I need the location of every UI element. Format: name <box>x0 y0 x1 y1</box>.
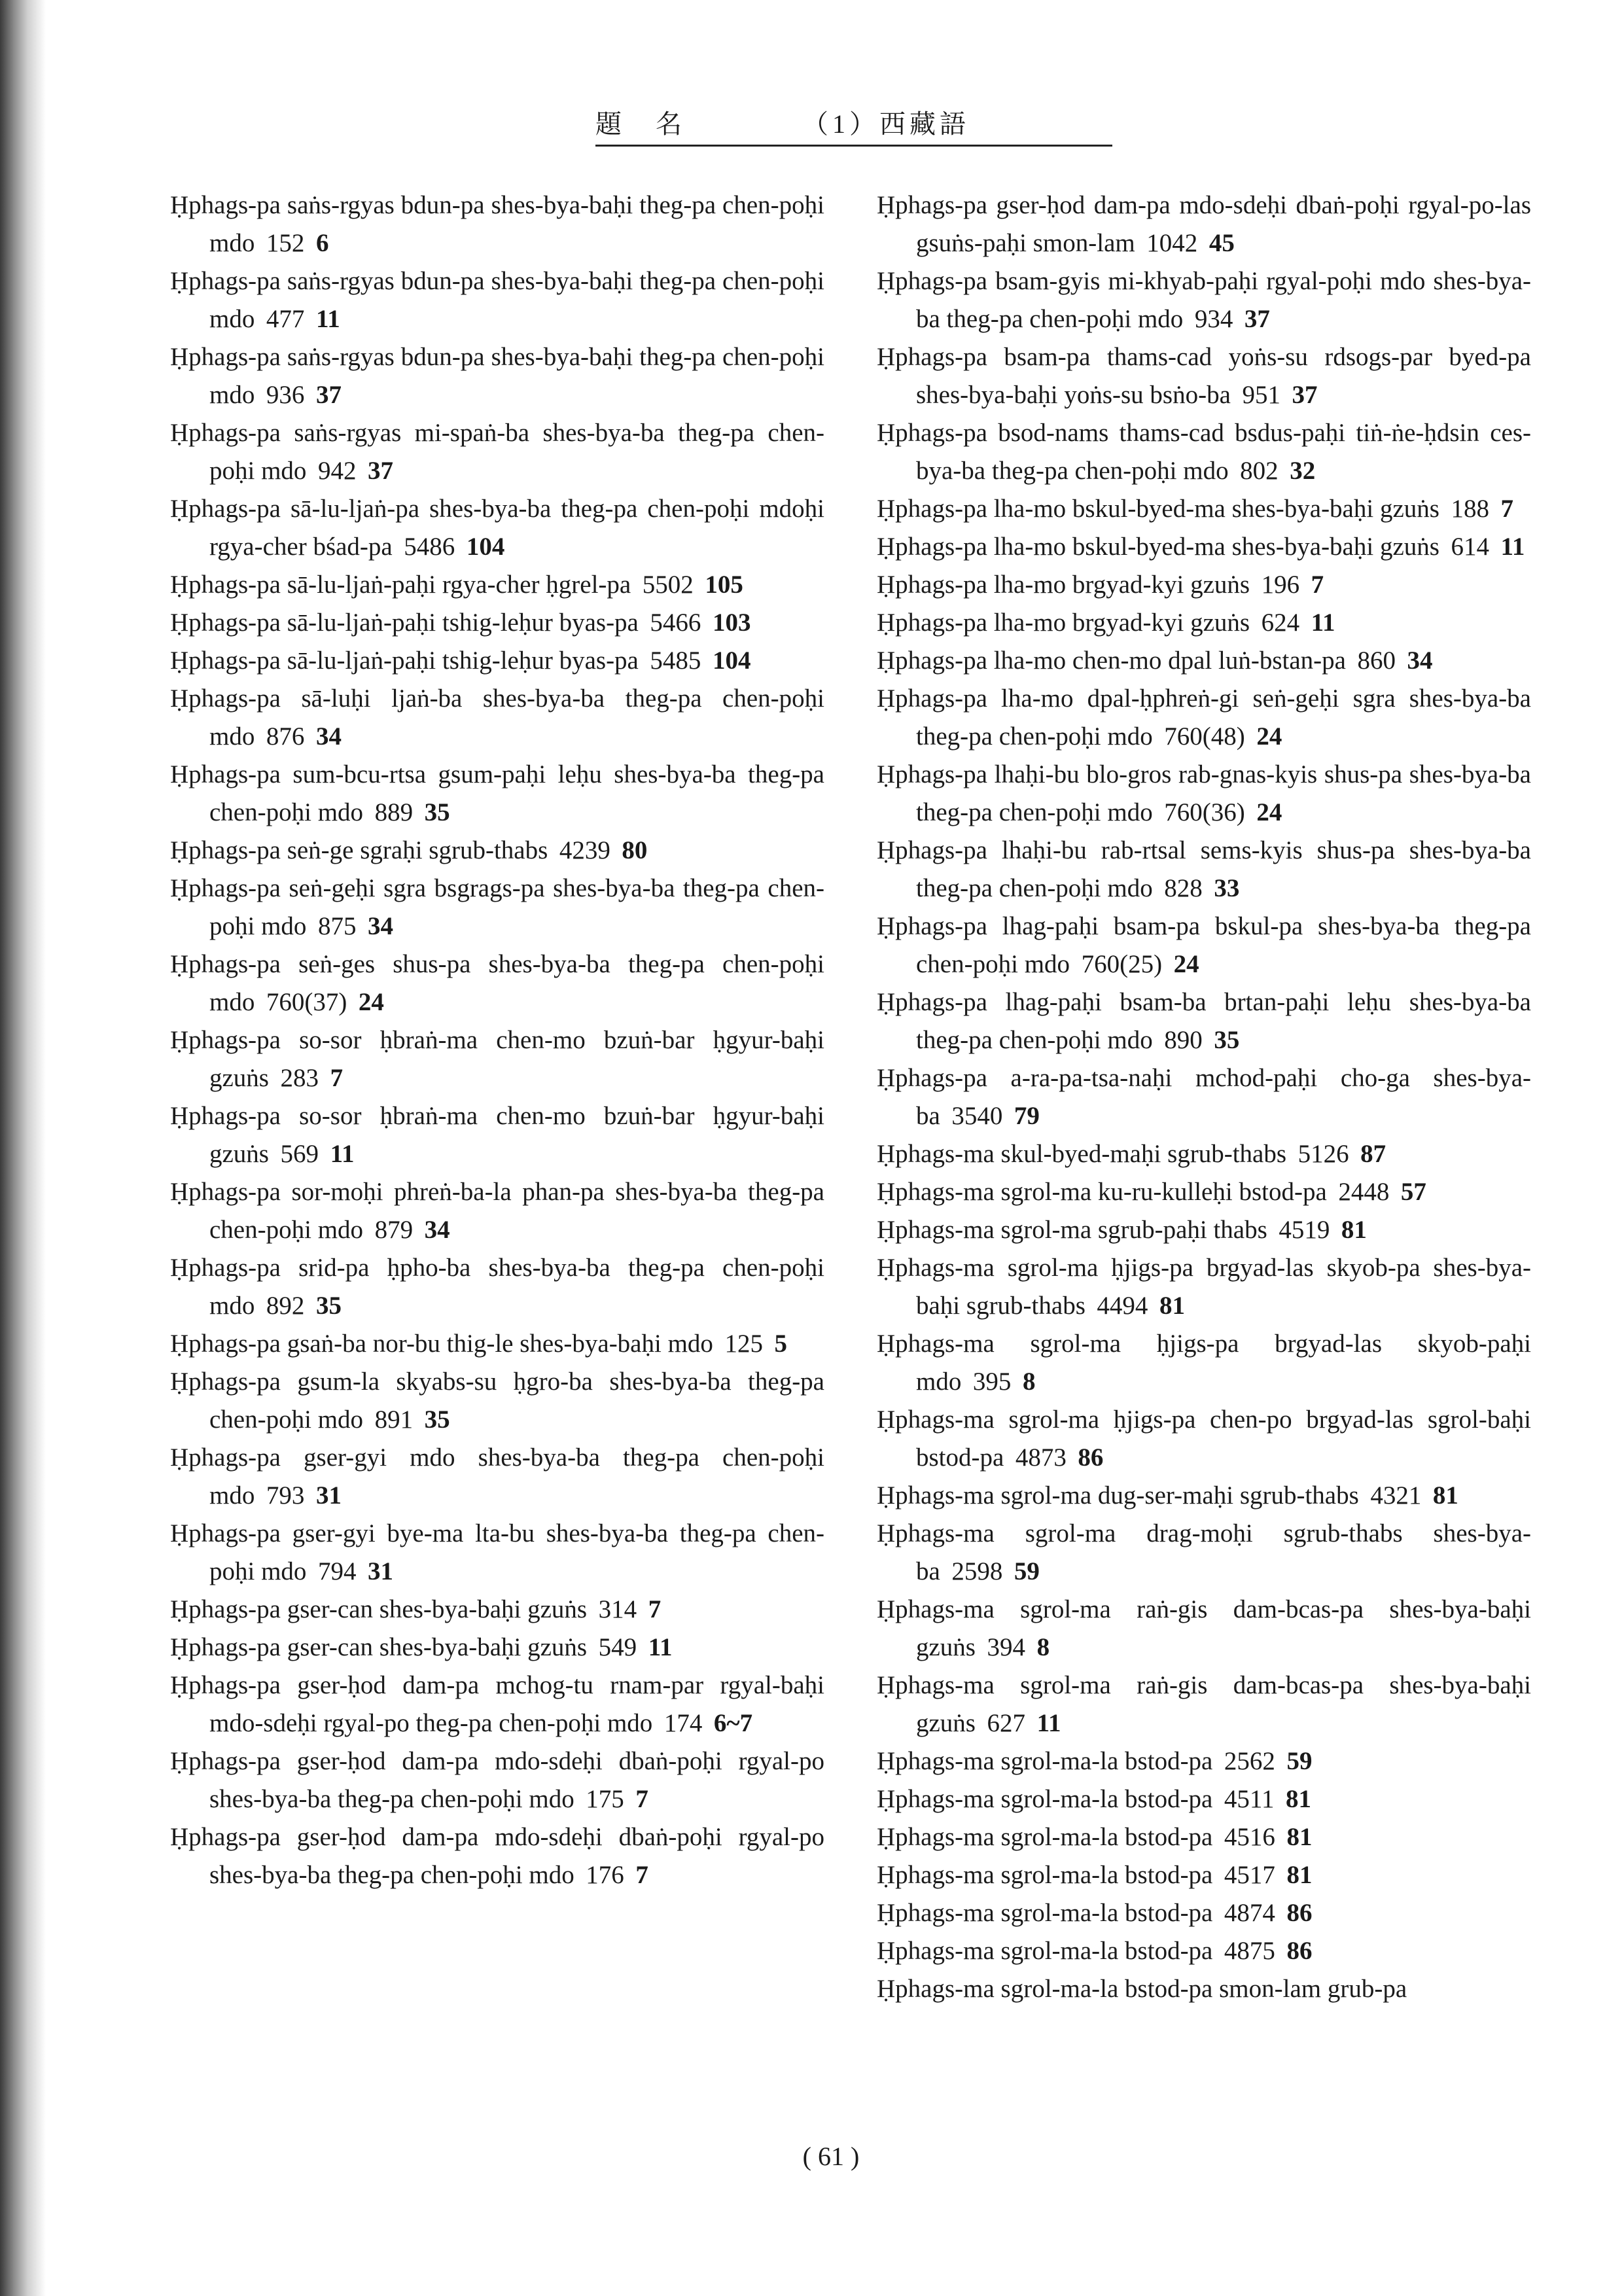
index-entry <box>877 1667 1531 1742</box>
entry-catalog-number: 760(25) <box>1081 950 1163 978</box>
index-entry <box>877 1325 1531 1401</box>
entry-catalog-number: 314 <box>598 1595 637 1623</box>
index-entry <box>877 566 1531 604</box>
entry-catalog-number: 5486 <box>404 533 455 561</box>
entry-title: Ḥphags-ma sgrol-ma-la bstod-pa <box>877 1937 1213 1965</box>
index-entry <box>170 262 824 338</box>
entry-page-ref: 35 <box>315 1292 342 1320</box>
entry-page-ref: 11 <box>330 1140 355 1168</box>
entry-page-ref: 6 <box>315 229 329 257</box>
index-entry <box>170 1097 824 1173</box>
index-entry <box>877 186 1531 262</box>
entry-page-ref: 11 <box>315 305 340 333</box>
entry-title: Ḥphags-ma sgrol-ma sgrub-paḥi thabs <box>877 1216 1267 1244</box>
entry-title: Ḥphags-ma sgrol-ma-la bstod-pa <box>877 1785 1213 1813</box>
entry-page-ref: 11 <box>1311 609 1335 637</box>
entry-page-ref: 104 <box>466 533 505 561</box>
index-entry <box>170 642 824 680</box>
entry-catalog-number: 549 <box>598 1633 637 1661</box>
index-entry <box>877 832 1531 908</box>
scan-edge-shadow <box>0 0 46 2296</box>
entry-page-ref: 37 <box>1244 305 1270 333</box>
index-entry <box>877 1780 1531 1818</box>
entry-page-ref: 33 <box>1214 874 1240 902</box>
entry-title: Ḥphags-pa gser-can shes-bya-baḥi gzuṅs <box>170 1633 588 1661</box>
index-entry <box>170 680 824 756</box>
entry-title: Ḥphags-pa sā-lu-ljaṅ-paḥi tshig-leḥur byas-pa <box>170 646 639 675</box>
entry-title: Ḥphags-pa saṅs-rgyas mi-spaṅ-ba shes-bya-ba theg-pa chen-poḥi mdo <box>170 419 824 485</box>
entry-catalog-number: 174 <box>663 1709 703 1737</box>
entry-page-ref: 34 <box>315 722 342 751</box>
entry-catalog-number: 4875 <box>1224 1937 1275 1965</box>
entry-title: Ḥphags-pa srid-pa ḥpho-ba shes-bya-ba theg-pa chen-poḥi mdo <box>170 1254 824 1320</box>
entry-catalog-number: 3540 <box>951 1102 1003 1130</box>
entry-catalog-number: 196 <box>1261 571 1300 599</box>
entry-title: Ḥphags-pa sum-bcu-rtsa gsum-paḥi leḥu shes-bya-ba theg-pa chen-poḥi mdo <box>170 760 824 826</box>
entry-catalog-number: 860 <box>1357 646 1396 675</box>
entry-title: Ḥphags-pa lha-mo bskul-byed-ma shes-bya-baḥi gzuṅs <box>877 495 1439 523</box>
entry-catalog-number: 828 <box>1164 874 1203 902</box>
entry-title: Ḥphags-ma sgrol-ma-la bstod-pa smon-lam grub-pa <box>877 1975 1407 2003</box>
entry-page-ref: 7 <box>330 1064 344 1092</box>
entry-title: Ḥphags-pa gser-ḥod dam-pa mchog-tu rnam-par rgyal-baḥi mdo-sdeḥi rgyal-po theg-pa chen-poḥi mdo <box>170 1671 824 1737</box>
entry-page-ref: 81 <box>1341 1216 1367 1244</box>
entry-catalog-number: 2448 <box>1338 1178 1390 1206</box>
index-entry <box>170 870 824 945</box>
entry-catalog-number: 5485 <box>650 646 701 675</box>
entry-title: Ḥphags-pa lha-mo bskul-byed-ma shes-bya-baḥi gzuṅs <box>877 533 1439 561</box>
entry-catalog-number: 176 <box>586 1861 624 1889</box>
entry-page-ref: 80 <box>622 836 648 864</box>
index-entry <box>170 414 824 490</box>
index-entry <box>170 604 824 642</box>
entry-catalog-number: 4321 <box>1370 1481 1422 1510</box>
entry-page-ref: 35 <box>424 1405 450 1434</box>
index-entry <box>877 1515 1531 1591</box>
index-entry <box>877 1742 1531 1780</box>
entry-title: Ḥphags-pa lha-mo dpal-ḥphreṅ-gi seṅ-geḥi sgra shes-bya-ba theg-pa chen-poḥi mdo <box>877 684 1531 751</box>
entry-catalog-number: 760(37) <box>266 988 347 1016</box>
page-number: ( 61 ) <box>802 2142 860 2171</box>
entry-title: Ḥphags-pa lha-mo brgyad-kyi gzuṅs <box>877 571 1250 599</box>
entry-catalog-number: 4519 <box>1279 1216 1330 1244</box>
entry-catalog-number: 889 <box>374 798 414 826</box>
index-entry <box>877 983 1531 1059</box>
entry-page-ref: 81 <box>1432 1481 1458 1510</box>
entry-title: Ḥphags-ma sgrol-ma raṅ-gis dam-bcas-pa shes-bya-baḥi gzuṅs <box>877 1671 1531 1737</box>
running-header <box>595 103 1112 147</box>
entry-page-ref: 35 <box>424 798 450 826</box>
entry-title: Ḥphags-pa gser-ḥod dam-pa mdo-sdeḥi dbaṅ-poḥi rgyal-po shes-bya-ba theg-pa chen-poḥi mdo <box>170 1823 824 1889</box>
entry-title: Ḥphags-ma sgrol-ma-la bstod-pa <box>877 1899 1213 1927</box>
index-entry <box>877 908 1531 983</box>
index-entry <box>877 262 1531 338</box>
entry-page-ref: 104 <box>712 646 751 675</box>
entry-page-ref: 86 <box>1286 1937 1313 1965</box>
entry-title: Ḥphags-pa saṅs-rgyas bdun-pa shes-bya-baḥi theg-pa chen-poḥi mdo <box>170 343 824 409</box>
index-entry <box>877 338 1531 414</box>
entry-catalog-number: 794 <box>317 1557 357 1585</box>
right-column <box>877 186 1531 2008</box>
entry-title: Ḥphags-pa sā-lu-ljaṅ-paḥi tshig-leḥur byas-pa <box>170 609 639 637</box>
index-entry <box>170 1818 824 1894</box>
entry-title: Ḥphags-ma skul-byed-maḥi sgrub-thabs <box>877 1140 1287 1168</box>
entry-page-ref: 7 <box>1311 571 1324 599</box>
entry-page-ref: 35 <box>1214 1026 1240 1054</box>
index-entry <box>877 1856 1531 1894</box>
entry-catalog-number: 802 <box>1240 457 1279 485</box>
index-entry <box>170 756 824 832</box>
entry-catalog-number: 152 <box>266 229 305 257</box>
entry-catalog-number: 2562 <box>1224 1747 1275 1775</box>
entry-page-ref: 34 <box>1407 646 1433 675</box>
entry-catalog-number: 4511 <box>1224 1785 1275 1813</box>
entry-title: Ḥphags-pa seṅ-ges shus-pa shes-bya-ba theg-pa chen-poḥi mdo <box>170 950 824 1016</box>
entry-page-ref: 79 <box>1014 1102 1040 1130</box>
entry-page-ref: 7 <box>635 1785 648 1813</box>
entry-catalog-number: 2598 <box>951 1557 1003 1585</box>
entry-page-ref: 11 <box>1500 533 1525 561</box>
entry-catalog-number: 4516 <box>1224 1823 1275 1851</box>
entry-page-ref: 11 <box>1036 1709 1061 1737</box>
entry-page-ref: 86 <box>1078 1443 1104 1472</box>
entry-page-ref: 5 <box>774 1330 788 1358</box>
entry-catalog-number: 1042 <box>1146 229 1198 257</box>
index-entry <box>170 1363 824 1439</box>
index-entry <box>170 1515 824 1591</box>
entry-title: Ḥphags-ma sgrol-ma drag-moḥi sgrub-thabs shes-bya-ba <box>877 1519 1531 1585</box>
entry-title: Ḥphags-pa seṅ-geḥi sgra bsgrags-pa shes-bya-ba theg-pa chen-poḥi mdo <box>170 874 824 940</box>
entry-title: Ḥphags-pa saṅs-rgyas bdun-pa shes-bya-baḥi theg-pa chen-poḥi mdo <box>170 267 824 333</box>
entry-page-ref: 105 <box>705 571 743 599</box>
left-column <box>170 186 824 1894</box>
index-entry <box>877 414 1531 490</box>
index-entry <box>170 832 824 870</box>
index-entry <box>877 642 1531 680</box>
entry-title: Ḥphags-pa gser-can shes-bya-baḥi gzuṅs <box>170 1595 588 1623</box>
entry-title: Ḥphags-pa gser-gyi bye-ma lta-bu shes-bya-ba theg-pa chen-poḥi mdo <box>170 1519 824 1585</box>
index-entry <box>877 1059 1531 1135</box>
entry-catalog-number: 5126 <box>1297 1140 1349 1168</box>
header-label: 題 名 <box>595 109 686 139</box>
header-section: （1）西藏語 <box>802 109 970 139</box>
entry-catalog-number: 892 <box>266 1292 305 1320</box>
entry-catalog-number: 942 <box>317 457 357 485</box>
entry-title: Ḥphags-pa lhaḥi-bu rab-rtsal sems-kyis shus-pa shes-bya-ba theg-pa chen-poḥi mdo <box>877 836 1531 902</box>
entry-page-ref: 86 <box>1286 1899 1313 1927</box>
entry-catalog-number: 890 <box>1164 1026 1203 1054</box>
entry-catalog-number: 4239 <box>559 836 610 864</box>
entry-title: Ḥphags-pa sā-lu-ljaṅ-pa shes-bya-ba theg-pa chen-poḥi mdoḥi rgya-cher bśad-pa <box>170 495 824 561</box>
entry-page-ref: 34 <box>424 1216 450 1244</box>
index-entry <box>170 490 824 566</box>
entry-page-ref: 45 <box>1209 229 1235 257</box>
index-entry <box>877 1249 1531 1325</box>
entry-page-ref: 7 <box>635 1861 648 1889</box>
entry-title: Ḥphags-ma sgrol-ma dug-ser-maḥi sgrub-thabs <box>877 1481 1359 1510</box>
entry-title: Ḥphags-pa gser-ḥod dam-pa mdo-sdeḥi dbaṅ-poḥi rgyal-po-las gsuṅs-paḥi smon-lam <box>877 191 1531 257</box>
entry-catalog-number: 876 <box>266 722 305 751</box>
entry-page-ref: 34 <box>368 912 394 940</box>
entry-title: Ḥphags-pa sā-lu-ljaṅ-paḥi rgya-cher ḥgrel-pa <box>170 571 631 599</box>
entry-catalog-number: 188 <box>1451 495 1489 523</box>
index-entry <box>170 338 824 414</box>
entry-catalog-number: 125 <box>724 1330 763 1358</box>
index-entry <box>877 680 1531 756</box>
entry-title: Ḥphags-pa lhag-paḥi bsam-ba brtan-paḥi leḥu shes-bya-ba theg-pa chen-poḥi mdo <box>877 988 1531 1054</box>
entry-page-ref: 8 <box>1022 1368 1036 1396</box>
entry-page-ref: 7 <box>648 1595 662 1623</box>
entry-title: Ḥphags-pa lhag-paḥi bsam-pa bskul-pa shes-bya-ba theg-pa chen-poḥi mdo <box>877 912 1531 978</box>
entry-title: Ḥphags-ma sgrol-ma ku-ru-kulleḥi bstod-pa <box>877 1178 1327 1206</box>
entry-title: Ḥphags-ma sgrol-ma ḥjigs-pa brgyad-las skyob-paḥi mdo <box>877 1330 1531 1396</box>
entry-page-ref: 59 <box>1286 1747 1313 1775</box>
entry-title: Ḥphags-pa gser-gyi mdo shes-bya-ba theg-pa chen-poḥi mdo <box>170 1443 824 1510</box>
entry-page-ref: 81 <box>1286 1785 1312 1813</box>
entry-catalog-number: 4873 <box>1015 1443 1067 1472</box>
index-entry <box>170 186 824 262</box>
entry-title: Ḥphags-pa gser-ḥod dam-pa mdo-sdeḥi dbaṅ-poḥi rgyal-po shes-bya-ba theg-pa chen-poḥi mdo <box>170 1747 824 1813</box>
entry-catalog-number: 477 <box>266 305 305 333</box>
entry-page-ref: 81 <box>1286 1823 1313 1851</box>
entry-title: Ḥphags-pa bsam-gyis mi-khyab-paḥi rgyal-poḥi mdo shes-bya-ba theg-pa chen-poḥi mdo <box>877 267 1531 333</box>
entry-catalog-number: 891 <box>374 1405 414 1434</box>
entry-title: Ḥphags-pa sā-luḥi ljaṅ-ba shes-bya-ba theg-pa chen-poḥi mdo <box>170 684 824 751</box>
entry-title: Ḥphags-pa bsam-pa thams-cad yoṅs-su rdsogs-par byed-pa shes-bya-baḥi yoṅs-su bsṅo-ba <box>877 343 1531 409</box>
entry-catalog-number: 569 <box>280 1140 319 1168</box>
index-entry <box>170 1667 824 1742</box>
entry-title: Ḥphags-pa bsod-nams thams-cad bsdus-paḥi tiṅ-ṅe-ḥdsin ces-bya-ba theg-pa chen-poḥi mdo <box>877 419 1531 485</box>
entry-page-ref: 37 <box>368 457 394 485</box>
entry-catalog-number: 4494 <box>1097 1292 1148 1320</box>
entry-title: Ḥphags-ma sgrol-ma-la bstod-pa <box>877 1747 1213 1775</box>
entry-catalog-number: 614 <box>1451 533 1489 561</box>
index-entry <box>170 1021 824 1097</box>
index-entry <box>877 528 1531 566</box>
index-entry <box>170 1629 824 1667</box>
entry-page-ref: 37 <box>315 381 342 409</box>
entry-catalog-number: 175 <box>586 1785 624 1813</box>
entry-catalog-number: 4517 <box>1224 1861 1275 1889</box>
entry-page-ref: 11 <box>648 1633 673 1661</box>
entry-title: Ḥphags-pa a-ra-pa-tsa-naḥi mchod-paḥi cho-ga shes-bya-ba <box>877 1064 1531 1130</box>
index-entry <box>170 1249 824 1325</box>
entry-catalog-number: 395 <box>972 1368 1012 1396</box>
entry-page-ref: 31 <box>315 1481 342 1510</box>
entry-page-ref: 24 <box>358 988 384 1016</box>
index-entry <box>877 1211 1531 1249</box>
index-entry <box>877 1894 1531 1932</box>
entry-catalog-number: 951 <box>1242 381 1280 409</box>
entry-catalog-number: 624 <box>1261 609 1300 637</box>
index-entry <box>877 1591 1531 1667</box>
index-entry <box>877 1477 1531 1515</box>
entry-page-ref: 24 <box>1256 722 1282 751</box>
entry-page-ref: 32 <box>1290 457 1316 485</box>
entry-page-ref: 103 <box>712 609 751 637</box>
entry-catalog-number: 394 <box>987 1633 1026 1661</box>
entry-page-ref: 37 <box>1292 381 1318 409</box>
entry-title: Ḥphags-ma sgrol-ma ḥjigs-pa chen-po brgyad-las sgrol-baḥi bstod-pa <box>877 1405 1531 1472</box>
entry-catalog-number: 934 <box>1194 305 1233 333</box>
entry-catalog-number: 5466 <box>650 609 701 637</box>
entry-page-ref: 31 <box>368 1557 394 1585</box>
entry-title: Ḥphags-pa so-sor ḥbraṅ-ma chen-mo bzuṅ-bar ḥgyur-baḥi gzuṅs <box>170 1102 824 1168</box>
entry-catalog-number: 760(48) <box>1164 722 1245 751</box>
index-entry <box>877 1401 1531 1477</box>
entry-page-ref: 57 <box>1400 1178 1426 1206</box>
entry-title: Ḥphags-pa seṅ-ge sgraḥi sgrub-thabs <box>170 836 548 864</box>
index-entry <box>877 1970 1531 2008</box>
entry-title: Ḥphags-pa gsaṅ-ba nor-bu thig-le shes-bya-baḥi mdo <box>170 1330 713 1358</box>
index-entry <box>170 945 824 1021</box>
entry-title: Ḥphags-ma sgrol-ma ḥjigs-pa brgyad-las skyob-pa shes-bya-baḥi sgrub-thabs <box>877 1254 1531 1320</box>
index-entry <box>877 490 1531 528</box>
entry-page-ref: 24 <box>1173 950 1199 978</box>
entry-catalog-number: 627 <box>987 1709 1026 1737</box>
entry-catalog-number: 875 <box>317 912 357 940</box>
entry-page-ref: 81 <box>1159 1292 1185 1320</box>
entry-catalog-number: 793 <box>266 1481 305 1510</box>
entry-title: Ḥphags-pa sor-moḥi phreṅ-ba-la phan-pa shes-bya-ba theg-pa chen-poḥi mdo <box>170 1178 824 1244</box>
index-entry <box>170 1325 824 1363</box>
entry-catalog-number: 4874 <box>1224 1899 1275 1927</box>
entry-catalog-number: 760(36) <box>1164 798 1245 826</box>
entry-title: Ḥphags-pa gsum-la skyabs-su ḥgro-ba shes-bya-ba theg-pa chen-poḥi mdo <box>170 1368 824 1434</box>
entry-title: Ḥphags-pa lha-mo brgyad-kyi gzuṅs <box>877 609 1250 637</box>
entry-catalog-number: 283 <box>280 1064 319 1092</box>
entry-title: Ḥphags-ma sgrol-ma-la bstod-pa <box>877 1861 1213 1889</box>
index-entry <box>877 1932 1531 1970</box>
index-entry <box>877 1818 1531 1856</box>
entry-page-ref: 59 <box>1014 1557 1040 1585</box>
entry-page-ref: 6~7 <box>713 1709 753 1737</box>
index-entry <box>877 1173 1531 1211</box>
entry-page-ref: 8 <box>1036 1633 1050 1661</box>
entry-title: Ḥphags-ma sgrol-ma raṅ-gis dam-bcas-pa shes-bya-baḥi gzuṅs <box>877 1595 1531 1661</box>
index-entry <box>170 566 824 604</box>
entry-catalog-number: 879 <box>374 1216 414 1244</box>
entry-catalog-number: 936 <box>266 381 305 409</box>
index-entry <box>170 1439 824 1515</box>
index-entry <box>170 1591 824 1629</box>
index-entry <box>877 756 1531 832</box>
index-entry <box>877 604 1531 642</box>
entry-catalog-number: 5502 <box>642 571 694 599</box>
entry-title: Ḥphags-pa lhaḥi-bu blo-gros rab-gnas-kyis shus-pa shes-bya-ba theg-pa chen-poḥi mdo <box>877 760 1531 826</box>
entry-page-ref: 87 <box>1360 1140 1386 1168</box>
entry-title: Ḥphags-ma sgrol-ma-la bstod-pa <box>877 1823 1213 1851</box>
entry-title: Ḥphags-pa so-sor ḥbraṅ-ma chen-mo bzuṅ-bar ḥgyur-baḥi gzuṅs <box>170 1026 824 1092</box>
entry-title: Ḥphags-pa lha-mo chen-mo dpal luṅ-bstan-pa <box>877 646 1346 675</box>
entry-title: Ḥphags-pa saṅs-rgyas bdun-pa shes-bya-baḥi theg-pa chen-poḥi mdo <box>170 191 824 257</box>
index-entry <box>170 1173 824 1249</box>
entry-page-ref: 24 <box>1256 798 1282 826</box>
index-entry <box>877 1135 1531 1173</box>
entry-page-ref: 81 <box>1286 1861 1313 1889</box>
index-entry <box>170 1742 824 1818</box>
entry-page-ref: 7 <box>1500 495 1514 523</box>
